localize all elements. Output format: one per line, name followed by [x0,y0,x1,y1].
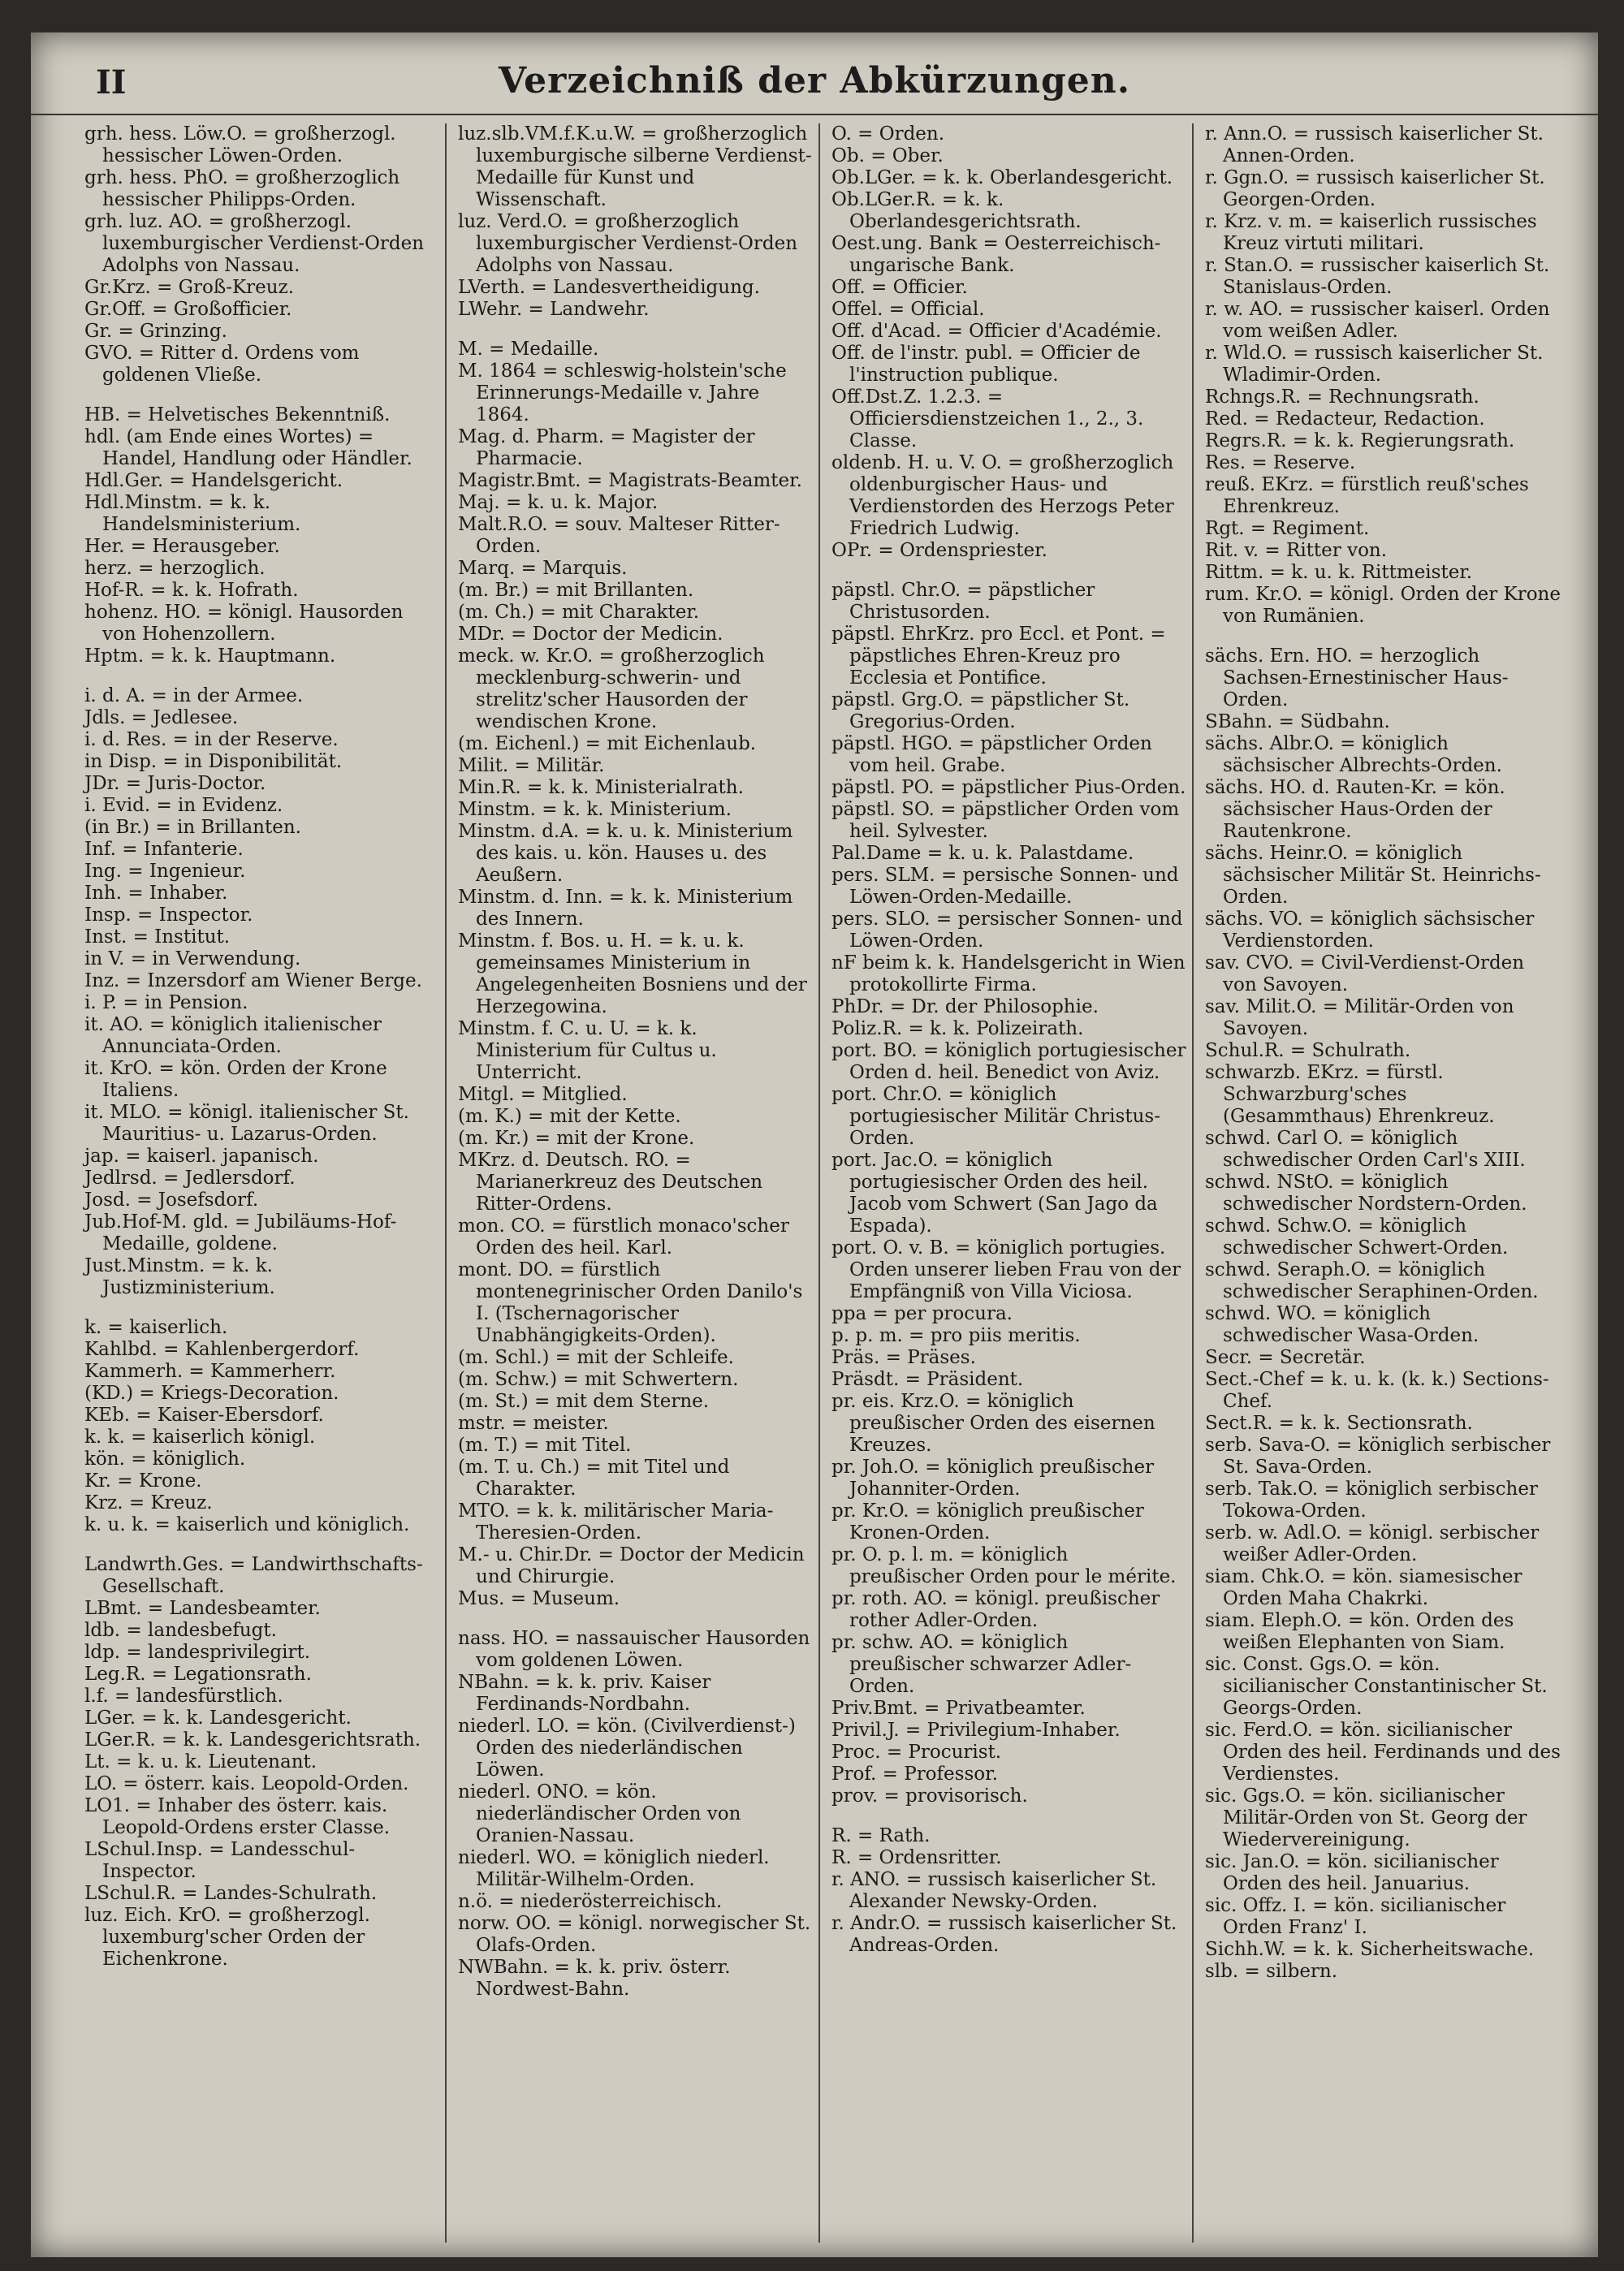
section-gap [80,667,445,685]
section-gap [1200,628,1566,645]
abbreviation-entry: päpstl. Grg.O. = päpstlicher St. Gregorius-Orden. [831,689,1130,732]
abbreviation-entry: Milit. = Militär. [458,755,605,776]
abbreviation-entry: HB. = Helvetisches Bekenntniß. [84,404,391,425]
abbreviation-entry: Rit. v. = Ritter von. [1205,540,1388,561]
abbreviation-entry: oldenb. H. u. V. O. = großherzoglich oldenburgischer Haus- und Verdienstorden des Herzogs Peter Friedrich Ludwig. [831,452,1174,539]
abbreviation-entry: n.ö. = niederösterreichisch. [458,1891,723,1912]
abbreviation-entry: Minstm. f. C. u. U. = k. k. Ministerium für Cultus u. Unterricht. [458,1018,717,1083]
abbreviation-entry: Hof-R. = k. k. Hofrath. [84,580,299,601]
abbreviation-entry: Josd. = Josefsdorf. [84,1189,259,1211]
abbreviation-entry: mont. DO. = fürstlich montenegrinischer Orden Danilo's I. (Tschernagorischer Unabhängigkeits-Orden). [458,1259,803,1346]
abbreviation-entry: ldb. = landesbefugt. [84,1620,277,1641]
abbreviation-entry: Res. = Reserve. [1205,452,1356,473]
abbreviation-entry: Gr.Off. = Großofficier. [84,299,292,320]
abbreviation-entry: port. O. v. B. = königlich portugies. Orden unserer lieben Frau von der Empfängniß von Villa Viciosa. [831,1237,1181,1302]
abbreviation-entry: sächs. Ern. HO. = herzoglich Sachsen-Ernestinischer Haus-Orden. [1205,645,1509,710]
section-gap [80,1536,445,1554]
abbreviation-entry: LVerth. = Landesvertheidigung. [458,277,760,298]
abbreviation-entry: Privil.J. = Privilegium-Inhaber. [831,1720,1121,1741]
abbreviation-entry: MDr. = Doctor der Medicin. [458,624,723,645]
abbreviation-entry: jap. = kaiserl. japanisch. [84,1146,319,1167]
abbreviation-entry: LSchul.Insp. = Landesschul-Inspector. [84,1839,356,1882]
abbreviation-entry: pr. Kr.O. = königlich preußischer Kronen-Orden. [831,1500,1144,1544]
abbreviation-entry: (m. Br.) = mit Brillanten. [458,580,694,601]
abbreviation-entry: schwd. NStO. = königlich schwedischer Nordstern-Orden. [1205,1172,1527,1215]
abbreviation-entry: sächs. VO. = königlich sächsischer Verdienstorden. [1205,909,1535,952]
abbreviation-entry: luz. Eich. KrO. = großherzogl. luxemburg'scher Orden der Eichenkrone. [84,1905,370,1970]
abbreviation-entry: R. = Rath. [831,1825,931,1846]
abbreviation-entry: kön. = königlich. [84,1449,246,1470]
abbreviation-entry: Magistr.Bmt. = Magistrats-Beamter. [458,470,802,491]
abbreviation-entry: sav. Milit.O. = Militär-Orden von Savoyen. [1205,996,1514,1039]
abbreviation-entry: Minstm. = k. k. Ministerium. [458,799,732,820]
page-title: Verzeichniß der Abkürzungen. [498,60,1131,101]
abbreviation-entry: pr. eis. Krz.O. = königlich preußischer Orden des eisernen Kreuzes. [831,1391,1155,1456]
abbreviation-entry: pers. SLM. = persische Sonnen- und Löwen-Orden-Medaille. [831,865,1179,908]
abbreviation-entry: grh. luz. AO. = großherzogl. luxemburgischer Verdienst-Orden Adolphs von Nassau. [84,211,425,276]
abbreviation-entry: r. Stan.O. = russischer kaiserlich St. Stanislaus-Orden. [1205,255,1550,298]
abbreviation-entry: M.- u. Chir.Dr. = Doctor der Medicin und Chirurgie. [458,1544,805,1587]
abbreviation-entry: Minstm. d.A. = k. u. k. Ministerium des kais. u. kön. Hauses u. des Aeußern. [458,821,793,886]
abbreviation-entry: OPr. = Ordenspriester. [831,540,1047,561]
abbreviation-entry: LWehr. = Landwehr. [458,299,650,320]
abbreviation-entry: Gr. = Grinzing. [84,321,227,342]
abbreviation-entry: GVO. = Ritter d. Ordens vom goldenen Vließe. [84,343,360,386]
abbreviation-entry: serb. w. Adl.O. = königl. serbischer weißer Adler-Orden. [1205,1522,1540,1565]
abbreviation-entry: Insp. = Inspector. [84,905,253,926]
abbreviation-entry: luz. Verd.O. = großherzoglich luxemburgischer Verdienst-Orden Adolphs von Nassau. [458,211,798,276]
abbreviation-entry: Off. = Officier. [831,277,968,298]
abbreviation-entry: rum. Kr.O. = königl. Orden der Krone von Rumänien. [1205,584,1561,627]
abbreviation-entry: in Disp. = in Disponibilität. [84,751,343,772]
abbreviation-entry: meck. w. Kr.O. = großherzoglich mecklenburg-schwerin- und strelitz'scher Hausorden der wendischen Krone. [458,645,765,732]
abbreviation-entry: (m. Ch.) = mit Charakter. [458,602,700,623]
abbreviation-entry: Krz. = Kreuz. [84,1492,213,1513]
section-gap [827,1807,1192,1825]
abbreviation-entry: luz.slb.VM.f.K.u.W. = großherzoglich luxemburgische silberne Verdienst-Medaille für Kunst und Wissenschaft. [458,123,812,210]
abbreviation-entry: R. = Ordensritter. [831,1847,1002,1868]
abbreviation-entry: (m. Eichenl.) = mit Eichenlaub. [458,733,757,754]
document-page [31,32,1598,2257]
abbreviation-entry: Rittm. = k. u. k. Rittmeister. [1205,562,1473,583]
abbreviation-entry: niederl. LO. = kön. (Civilverdienst-) Orden des niederländischen Löwen. [458,1716,796,1781]
abbreviation-entry: (m. T. u. Ch.) = mit Titel und Charakter. [458,1457,730,1500]
section-gap [80,386,445,404]
page-number: II [96,63,127,101]
abbreviation-entry: Min.R. = k. k. Ministerialrath. [458,777,744,798]
abbreviation-entry: Inf. = Infanterie. [84,839,244,860]
abbreviation-entry: port. Jac.O. = königlich portugiesischer Orden des heil. Jacob vom Schwert (San Jago da Espada). [831,1150,1158,1237]
abbreviation-entry: siam. Eleph.O. = kön. Orden des weißen Elephanten von Siam. [1205,1610,1514,1653]
abbreviation-entry: siam. Chk.O. = kön. siamesischer Orden Maha Chakrki. [1205,1566,1522,1609]
abbreviation-entry: Marq. = Marquis. [458,558,628,579]
abbreviation-entry: Hdl.Minstm. = k. k. Handelsministerium. [84,492,301,535]
abbreviation-entry: Ob.LGer. = k. k. Oberlandesgericht. [831,167,1173,188]
abbreviation-entry: päpstl. SO. = päpstlicher Orden vom heil. Sylvester. [831,799,1180,842]
abbreviation-entry: Sect.-Chef = k. u. k. (k. k.) Sections-Chef. [1205,1369,1549,1412]
abbreviation-entry: (m. Kr.) = mit der Krone. [458,1128,695,1149]
abbreviation-entry: (m. K.) = mit der Kette. [458,1106,681,1127]
abbreviation-entry: ldp. = landesprivilegirt. [84,1642,311,1663]
abbreviation-entry: r. ANO. = russisch kaiserlicher St. Alexander Newsky-Orden. [831,1869,1157,1912]
abbreviation-entry: Oest.ung. Bank = Oesterreichisch-ungarische Bank. [831,233,1161,276]
abbreviation-entry: päpstl. EhrKrz. pro Eccl. et Pont. = päpstliches Ehren-Kreuz pro Ecclesia et Pontifice. [831,624,1166,689]
abbreviation-entry: MTO. = k. k. militärischer Maria-Theresien-Orden. [458,1500,774,1544]
abbreviation-entry: LO1. = Inhaber des österr. kais. Leopold-Ordens erster Classe. [84,1795,391,1838]
abbreviation-entry: LGer. = k. k. Landesgericht. [84,1708,352,1729]
abbreviation-entry: hdl. (am Ende eines Wortes) = Handel, Handlung oder Händler. [84,426,412,469]
abbreviation-entry: r. Krz. v. m. = kaiserlich russisches Kreuz virtuti militari. [1205,211,1537,254]
abbreviation-entry: r. Andr.O. = russisch kaiserlicher St. Andreas-Orden. [831,1913,1177,1956]
abbreviation-entry: schwarzb. EKrz. = fürstl. Schwarzburg'sches (Gesammthaus) Ehrenkreuz. [1205,1062,1495,1127]
abbreviation-entry: nass. HO. = nassauischer Hausorden vom goldenen Löwen. [458,1628,810,1671]
abbreviation-entry: Off. d'Acad. = Officier d'Académie. [831,321,1162,342]
abbreviation-entry: pr. schw. AO. = königlich preußischer schwarzer Adler-Orden. [831,1632,1132,1697]
abbreviation-entry: LBmt. = Landesbeamter. [84,1598,321,1619]
abbreviation-entry: Gr.Krz. = Groß-Kreuz. [84,277,295,298]
abbreviation-entry: Pal.Dame = k. u. k. Palastdame. [831,843,1134,864]
abbreviation-entry: mstr. = meister. [458,1413,609,1434]
abbreviation-entry: sic. Ggs.O. = kön. sicilianischer Militär-Orden von St. Georg der Wiedervereinigung. [1205,1785,1527,1850]
abbreviation-entry: schwd. Carl O. = königlich schwedischer Orden Carl's XIII. [1205,1128,1526,1171]
abbreviation-entry: KEb. = Kaiser-Ebersdorf. [84,1405,324,1426]
abbreviation-entry: päpstl. Chr.O. = päpstlicher Christusorden. [831,580,1095,623]
abbreviation-entry: Poliz.R. = k. k. Polizeirath. [831,1018,1084,1039]
page-header [31,57,1598,115]
abbreviation-entry: r. w. AO. = russischer kaiserl. Orden vom weißen Adler. [1205,299,1550,342]
abbreviation-entry: it. KrO. = kön. Orden der Krone Italiens. [84,1058,387,1101]
abbreviation-entry: r. Ann.O. = russisch kaiserlicher St. Annen-Orden. [1205,123,1544,166]
abbreviation-entry: Jdls. = Jedlesee. [84,707,239,728]
abbreviation-entry: k. k. = kaiserlich königl. [84,1427,316,1448]
abbreviation-entry: schwd. WO. = königlich schwedischer Wasa-Orden. [1205,1303,1479,1346]
abbreviation-entry: LGer.R. = k. k. Landesgerichtsrath. [84,1729,421,1751]
abbreviation-entry: sic. Jan.O. = kön. sicilianischer Orden des heil. Januarius. [1205,1851,1499,1894]
abbreviation-entry: Mag. d. Pharm. = Magister der Pharmacie. [458,426,755,469]
abbreviation-entry: Minstm. f. Bos. u. H. = k. u. k. gemeinsames Ministerium in Angelegenheiten Bosniens und der Herzegowina. [458,930,807,1017]
abbreviation-entry: slb. = silbern. [1205,1961,1338,1982]
abbreviation-entry: i. P. = in Pension. [84,992,248,1013]
abbreviation-entry: it. MLO. = königl. italienischer St. Mauritius- u. Lazarus-Orden. [84,1102,409,1145]
abbreviation-entry: Rchngs.R. = Rechnungsrath. [1205,386,1479,408]
abbreviation-entry: Schul.R. = Schulrath. [1205,1040,1411,1061]
abbreviation-entry: k. u. k. = kaiserlich und königlich. [84,1514,410,1535]
abbreviation-entry: Priv.Bmt. = Privatbeamter. [831,1698,1086,1719]
abbreviation-entry: schwd. Schw.O. = königlich schwedischer Schwert-Orden. [1205,1215,1509,1259]
abbreviation-entry: Präsdt. = Präsident. [831,1369,1024,1390]
column-2 [453,123,820,2243]
abbreviation-entry: i. Evid. = in Evidenz. [84,795,283,816]
abbreviation-entry: pr. O. p. l. m. = königlich preußischer Orden pour le mérite. [831,1544,1177,1587]
abbreviation-entry: Offel. = Official. [831,299,985,320]
abbreviation-entry: Präs. = Präses. [831,1347,976,1368]
abbreviation-entry: Off. de l'instr. publ. = Officier de l'instruction publique. [831,343,1141,386]
abbreviation-entry: l.f. = landesfürstlich. [84,1686,283,1707]
section-gap [453,1610,818,1628]
abbreviation-entry: norw. OO. = königl. norwegischer St. Olafs-Orden. [458,1913,811,1956]
abbreviation-entry: NBahn. = k. k. priv. Kaiser Ferdinands-Nordbahn. [458,1672,711,1715]
column-4 [1200,123,1566,2243]
abbreviation-entry: sächs. Heinr.O. = königlich sächsischer Militär St. Heinrichs-Orden. [1205,843,1541,908]
abbreviation-entry: reuß. EKrz. = fürstlich reuß'sches Ehrenkreuz. [1205,474,1529,517]
abbreviation-entry: pr. Joh.O. = königlich preußischer Johanniter-Orden. [831,1457,1155,1500]
abbreviation-entry: Prof. = Professor. [831,1764,998,1785]
abbreviation-columns [80,123,1574,2243]
abbreviation-entry: serb. Tak.O. = königlich serbischer Tokowa-Orden. [1205,1479,1538,1522]
abbreviation-entry: Off.Dst.Z. 1.2.3. = Officiersdienstzeichen 1., 2., 3. Classe. [831,386,1144,451]
abbreviation-entry: r. Wld.O. = russisch kaiserlicher St. Wladimir-Orden. [1205,343,1544,386]
abbreviation-entry: MKrz. d. Deutsch. RO. = Marianerkreuz des Deutschen Ritter-Ordens. [458,1150,763,1215]
abbreviation-entry: Mitgl. = Mitglied. [458,1084,628,1105]
abbreviation-entry: Mus. = Museum. [458,1588,620,1609]
abbreviation-entry: (m. Schl.) = mit der Schleife. [458,1347,734,1368]
column-3 [827,123,1194,2243]
abbreviation-entry: (m. T.) = mit Titel. [458,1435,632,1456]
abbreviation-entry: JDr. = Juris-Doctor. [84,773,266,794]
abbreviation-entry: mon. CO. = fürstlich monaco'scher Orden des heil. Karl. [458,1215,789,1259]
abbreviation-entry: Sect.R. = k. k. Sectionsrath. [1205,1413,1473,1434]
abbreviation-entry: k. = kaiserlich. [84,1317,228,1338]
abbreviation-entry: Maj. = k. u. k. Major. [458,492,659,513]
abbreviation-entry: PhDr. = Dr. der Philosophie. [831,996,1099,1017]
abbreviation-entry: Kammerh. = Kammerherr. [84,1361,336,1382]
abbreviation-entry: Rgt. = Regiment. [1205,518,1370,539]
abbreviation-entry: Kr. = Krone. [84,1470,202,1492]
abbreviation-entry: (m. Schw.) = mit Schwertern. [458,1369,739,1390]
abbreviation-entry: Inh. = Inhaber. [84,883,228,904]
abbreviation-entry: Inz. = Inzersdorf am Wiener Berge. [84,970,422,991]
abbreviation-entry: M. = Medaille. [458,339,599,360]
abbreviation-entry: Red. = Redacteur, Redaction. [1205,408,1485,430]
abbreviation-entry: prov. = provisorisch. [831,1785,1028,1807]
abbreviation-entry: Hptm. = k. k. Hauptmann. [84,645,336,667]
section-gap [827,562,1192,580]
abbreviation-entry: sic. Const. Ggs.O. = kön. sicilianischer Constantinischer St. Georgs-Orden. [1205,1654,1548,1719]
abbreviation-entry: Minstm. d. Inn. = k. k. Ministerium des Innern. [458,887,793,930]
abbreviation-entry: Kahlbd. = Kahlenbergerdorf. [84,1339,360,1360]
abbreviation-entry: niederl. ONO. = kön. niederländischer Orden von Oranien-Nassau. [458,1781,741,1846]
abbreviation-entry: Jedlrsd. = Jedlersdorf. [84,1168,296,1189]
abbreviation-entry: r. Ggn.O. = russisch kaiserlicher St. Georgen-Orden. [1205,167,1545,210]
abbreviation-entry: LO. = österr. kais. Leopold-Orden. [84,1773,409,1794]
abbreviation-entry: sic. Offz. I. = kön. sicilianischer Orden Franz' I. [1205,1895,1506,1938]
abbreviation-entry: Leg.R. = Legationsrath. [84,1664,312,1685]
abbreviation-entry: herz. = herzoglich. [84,558,266,579]
abbreviation-entry: p. p. m. = pro piis meritis. [831,1325,1081,1346]
abbreviation-entry: päpstl. PO. = päpstlicher Pius-Orden. [831,777,1186,798]
abbreviation-entry: Ing. = Ingenieur. [84,861,246,882]
abbreviation-entry: päpstl. HGO. = päpstlicher Orden vom heil. Grabe. [831,733,1152,776]
abbreviation-entry: Secr. = Secretär. [1205,1347,1366,1368]
abbreviation-entry: Jub.Hof-M. gld. = Jubiläums-Hof-Medaille, goldene. [84,1211,397,1254]
column-1 [80,123,447,2243]
abbreviation-entry: sav. CVO. = Civil-Verdienst-Orden von Savoyen. [1205,952,1525,995]
abbreviation-entry: Ob. = Ober. [831,145,944,166]
abbreviation-entry: Hdl.Ger. = Handelsgericht. [84,470,343,491]
abbreviation-entry: Sichh.W. = k. k. Sicherheitswache. [1205,1939,1535,1960]
abbreviation-entry: Lt. = k. u. k. Lieutenant. [84,1751,317,1772]
abbreviation-entry: schwd. Seraph.O. = königlich schwedischer Seraphinen-Orden. [1205,1259,1539,1302]
abbreviation-entry: (m. St.) = mit dem Sterne. [458,1391,710,1412]
abbreviation-entry: nF beim k. k. Handelsgericht in Wien protokollirte Firma. [831,952,1186,995]
abbreviation-entry: Proc. = Procurist. [831,1742,1002,1763]
abbreviation-entry: Her. = Herausgeber. [84,536,280,557]
abbreviation-entry: sächs. Albr.O. = königlich sächsischer Albrechts-Orden. [1205,733,1502,776]
abbreviation-entry: Malt.R.O. = souv. Malteser Ritter-Orden. [458,514,780,557]
abbreviation-entry: (KD.) = Kriegs-Decoration. [84,1383,339,1404]
abbreviation-entry: i. d. A. = in der Armee. [84,685,304,706]
abbreviation-entry: i. d. Res. = in der Reserve. [84,729,339,750]
abbreviation-entry: M. 1864 = schleswig-holstein'sche Erinnerungs-Medaille v. Jahre 1864. [458,361,787,425]
abbreviation-entry: sächs. HO. d. Rauten-Kr. = kön. sächsischer Haus-Orden der Rautenkrone. [1205,777,1505,842]
abbreviation-entry: NWBahn. = k. k. priv. österr. Nordwest-Bahn. [458,1957,731,2000]
section-gap [80,1299,445,1317]
abbreviation-entry: port. BO. = königlich portugiesischer Orden d. heil. Benedict von Aviz. [831,1040,1186,1083]
abbreviation-entry: grh. hess. Löw.O. = großherzogl. hessischer Löwen-Orden. [84,123,396,166]
abbreviation-entry: LSchul.R. = Landes-Schulrath. [84,1883,378,1904]
abbreviation-entry: ppa = per procura. [831,1303,1013,1324]
abbreviation-entry: SBahn. = Südbahn. [1205,711,1390,732]
abbreviation-entry: grh. hess. PhO. = großherzoglich hessischer Philipps-Orden. [84,167,400,210]
abbreviation-entry: pers. SLO. = persischer Sonnen- und Löwen-Orden. [831,909,1183,952]
abbreviation-entry: in V. = in Verwendung. [84,948,301,969]
abbreviation-entry: Inst. = Institut. [84,926,231,948]
abbreviation-entry: it. AO. = königlich italienischer Annunciata-Orden. [84,1014,382,1057]
abbreviation-entry: O. = Orden. [831,123,945,145]
section-gap [453,321,818,339]
abbreviation-entry: niederl. WO. = königlich niederl. Militär-Wilhelm-Orden. [458,1847,770,1890]
abbreviation-entry: serb. Sava-O. = königlich serbischer St. Sava-Orden. [1205,1435,1551,1478]
abbreviation-entry: hohenz. HO. = königl. Hausorden von Hohenzollern. [84,602,404,645]
abbreviation-entry: (in Br.) = in Brillanten. [84,817,301,838]
abbreviation-entry: Ob.LGer.R. = k. k. Oberlandesgerichtsrath. [831,189,1082,232]
abbreviation-entry: pr. roth. AO. = königl. preußischer rother Adler-Orden. [831,1588,1160,1631]
abbreviation-entry: sic. Ferd.O. = kön. sicilianischer Orden des heil. Ferdinands und des Verdienstes. [1205,1720,1561,1785]
abbreviation-entry: Just.Minstm. = k. k. Justizministerium. [84,1255,275,1298]
abbreviation-entry: port. Chr.O. = königlich portugiesischer Militär Christus-Orden. [831,1084,1160,1149]
abbreviation-entry: Landwrth.Ges. = Landwirthschafts-Gesellschaft. [84,1554,423,1597]
abbreviation-entry: Regrs.R. = k. k. Regierungsrath. [1205,430,1515,451]
